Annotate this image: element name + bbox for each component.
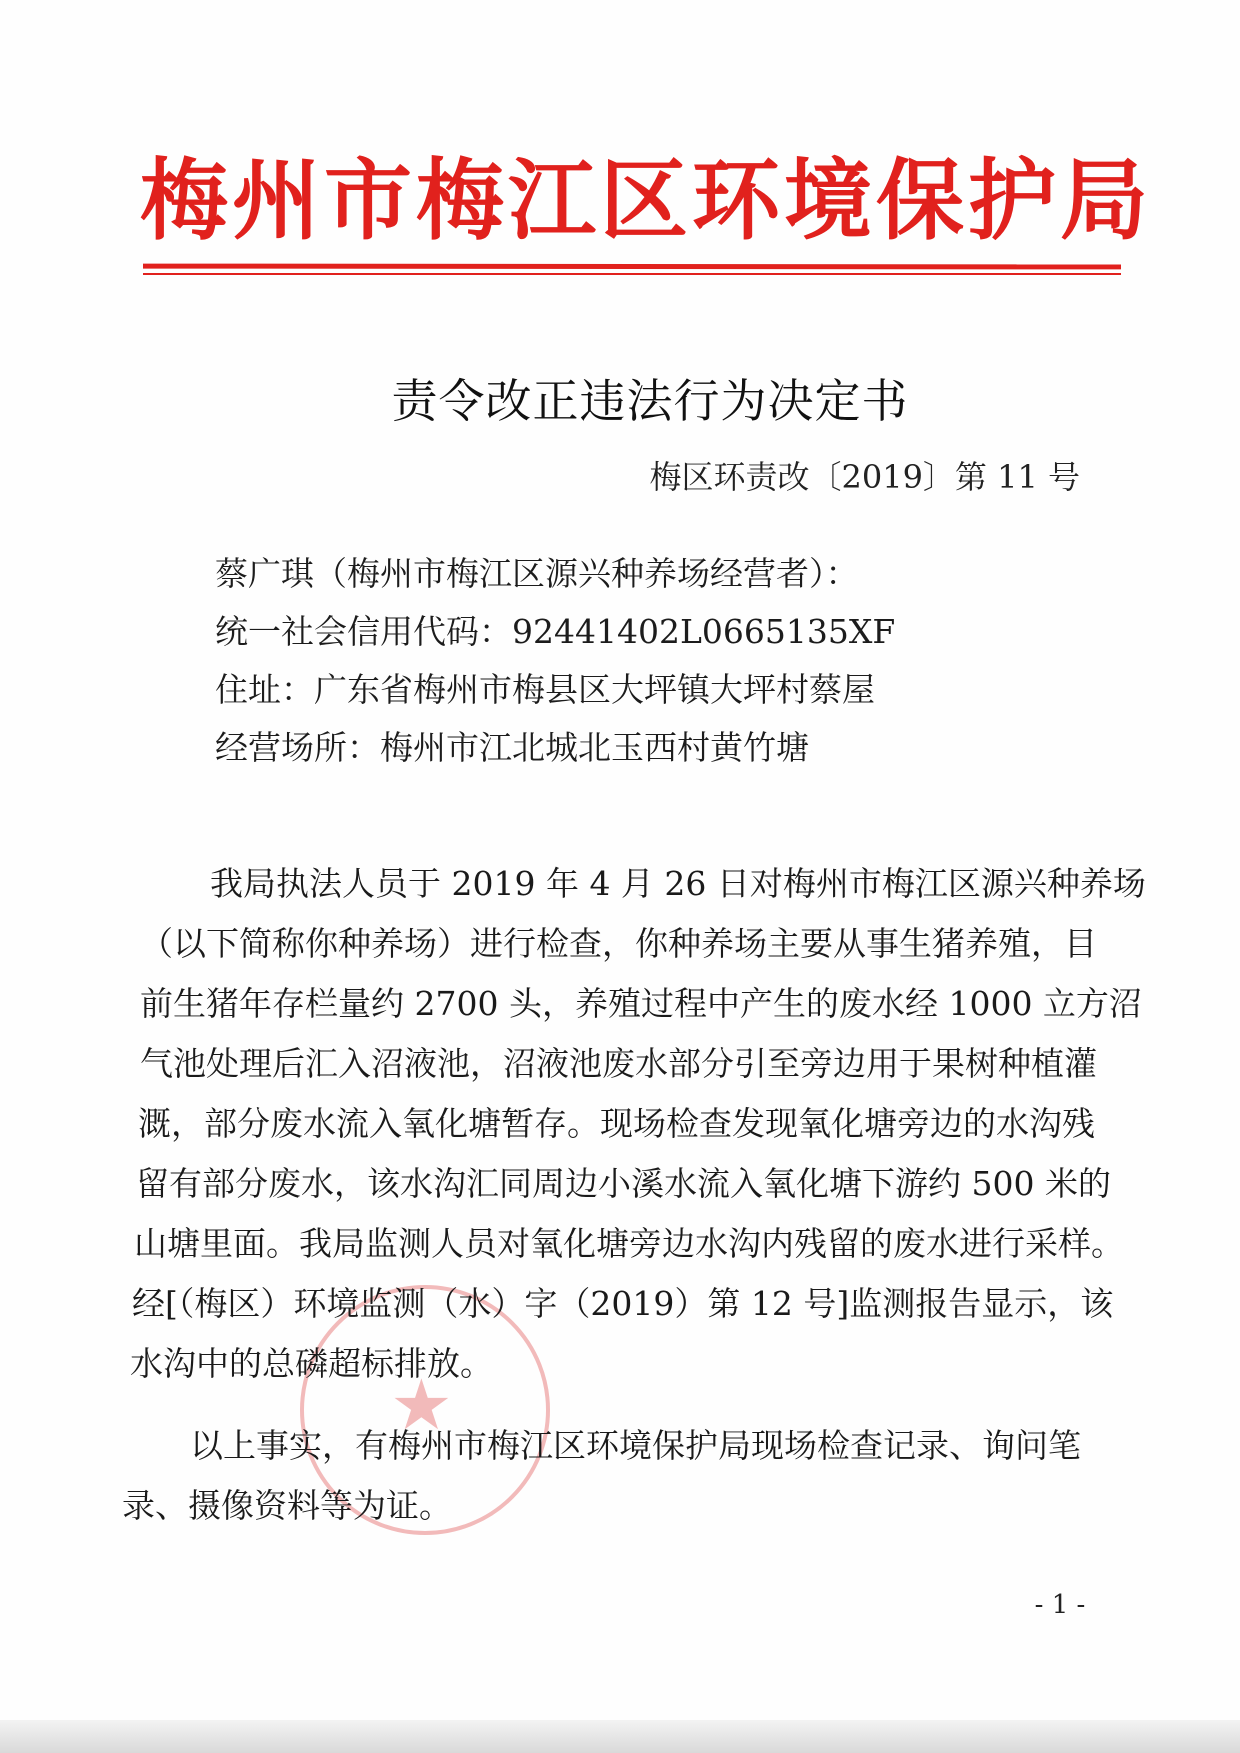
scan-edge: [0, 1720, 1240, 1753]
letterhead-red-rule-thick: [143, 264, 1121, 270]
paragraph-1-line: （以下简称你种养场）进行检查，你种养场主要从事生猪养殖，目: [140, 924, 1097, 963]
paragraph-1-line: 留有部分废水，该水沟汇同周边小溪水流入氧化塘下游约 500 米的: [136, 1164, 1111, 1203]
paragraph-2-line: 录、摄像资料等为证。: [122, 1486, 452, 1525]
paragraph-2-line: 以上事实，有梅州市梅江区环境保护局现场检查记录、询问笔: [190, 1426, 1081, 1465]
recipient-credit-code: 统一社会信用代码：92441402L0665135XF: [215, 612, 896, 651]
paragraph-1-line: 山塘里面。我局监测人员对氧化塘旁边水沟内残留的废水进行采样。: [134, 1224, 1124, 1263]
paragraph-1-line: 气池处理后汇入沼液池，沼液池废水部分引至旁边用于果树种植灌: [140, 1044, 1097, 1083]
letterhead-red-rule-thin: [143, 273, 1121, 275]
page-number: - 1 -: [1034, 1590, 1086, 1620]
document-title: 责令改正违法行为决定书: [391, 374, 909, 428]
paragraph-1-line: 水沟中的总磷超标排放。: [130, 1344, 493, 1383]
recipient-premises: 经营场所：梅州市江北城北玉西村黄竹塘: [215, 728, 809, 767]
paragraph-1-line: 前生猪年存栏量约 2700 头，养殖过程中产生的废水经 1000 立方沼: [140, 984, 1142, 1023]
paragraph-1-line: 经[（梅区）环境监测（水）字（2019）第 12 号]监测报告显示，该: [132, 1284, 1114, 1323]
document-number: 梅区环责改〔2019〕第 11 号: [649, 458, 1080, 496]
recipient-address: 住址：广东省梅州市梅县区大坪镇大坪村蔡屋: [215, 670, 875, 709]
paragraph-1-line: 溉，部分废水流入氧化塘暂存。现场检查发现氧化塘旁边的水沟残: [138, 1104, 1095, 1143]
paragraph-1-line: 我局执法人员于 2019 年 4 月 26 日对梅州市梅江区源兴种养场: [210, 864, 1146, 903]
recipient-name: 蔡广琪（梅州市梅江区源兴种养场经营者）：: [215, 554, 859, 593]
letterhead-org-name: 梅州市梅江区环境保护局: [140, 148, 1153, 252]
seal-star-icon: ★: [390, 1364, 453, 1446]
